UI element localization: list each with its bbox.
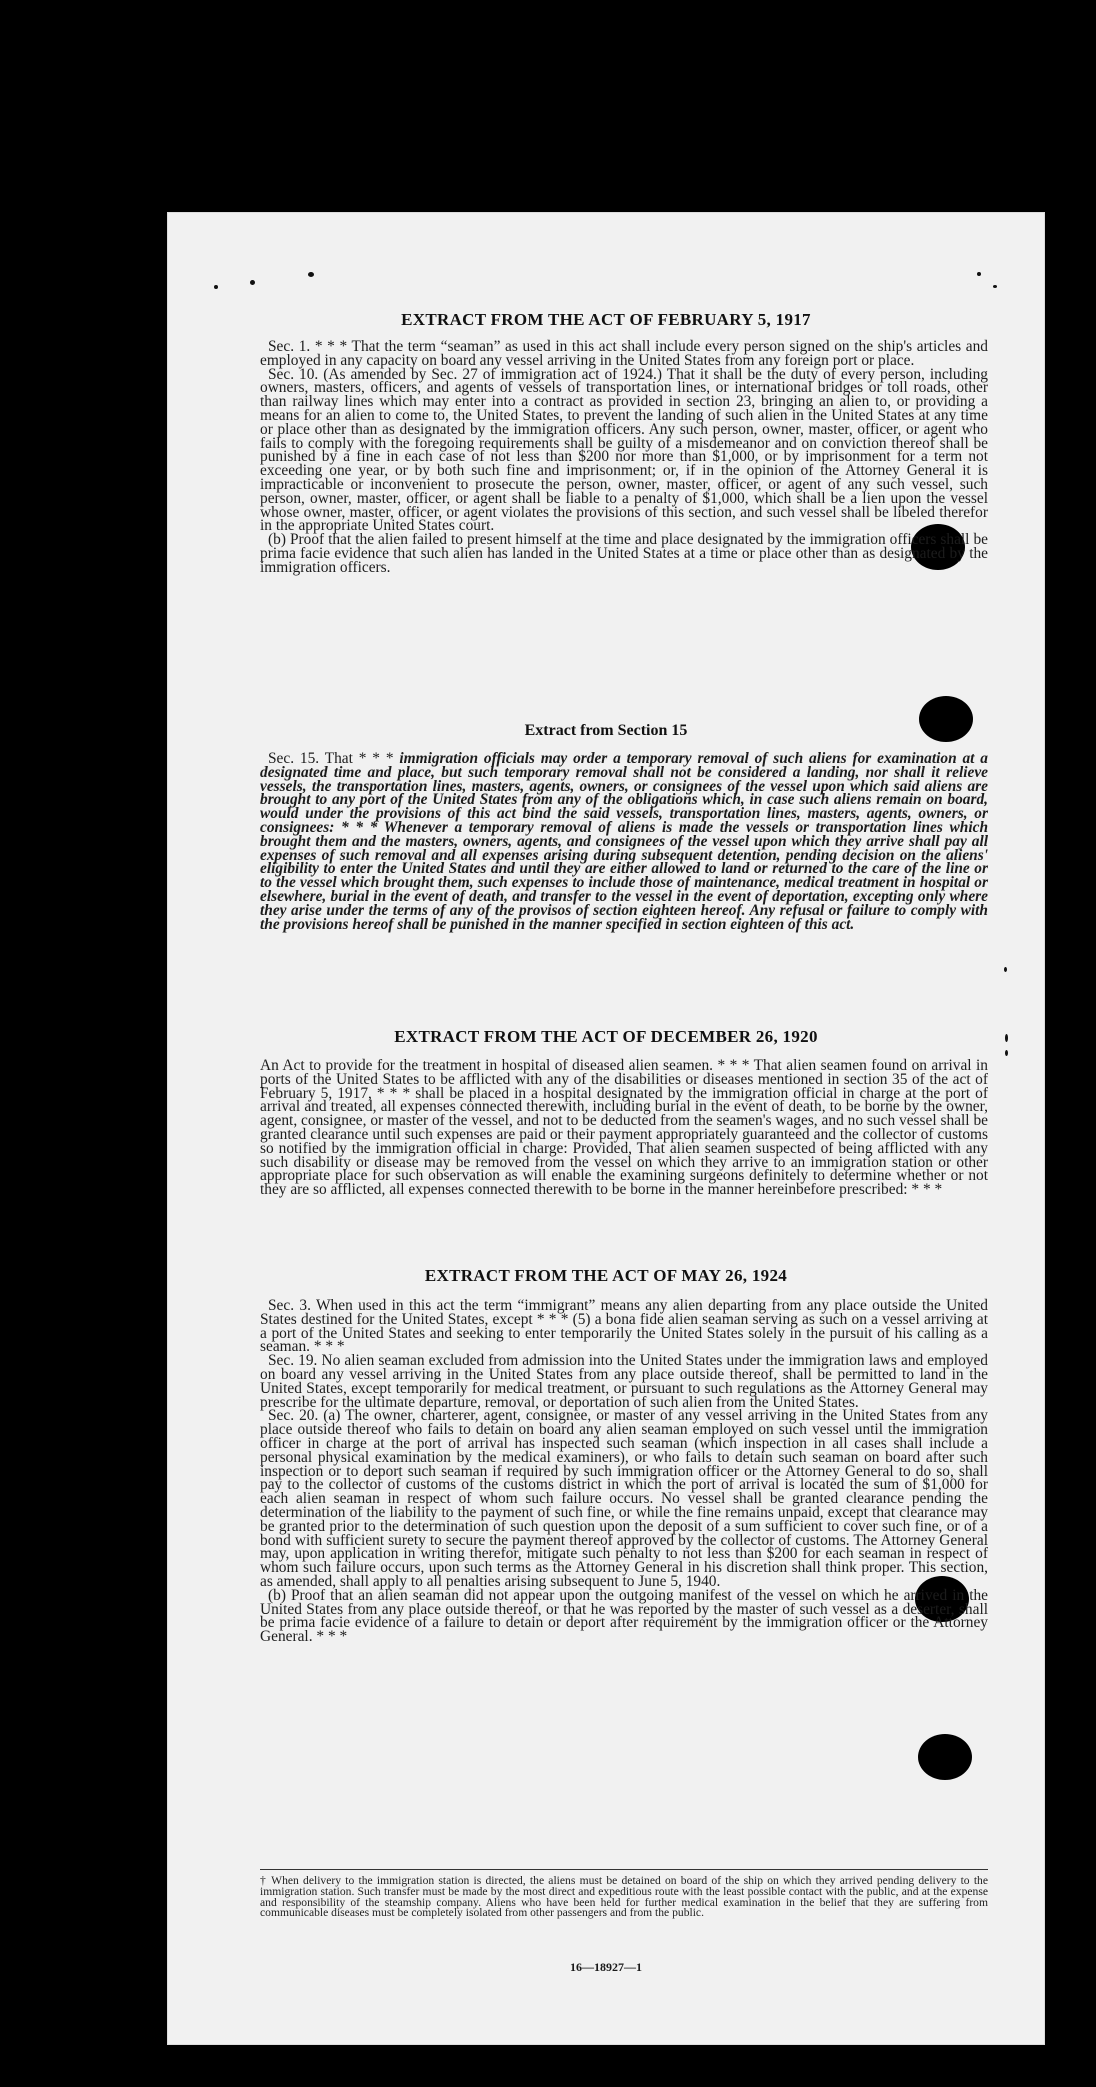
sec-15 bbox=[260, 752, 988, 931]
scan-speck bbox=[214, 285, 218, 289]
scan-speck bbox=[250, 280, 255, 285]
footnote: † When delivery to the immigration station is directed, the aliens must be detained on board of the ship on which they arrived pending delivery to the immigration station. Such transfer must be made by the most direct and expeditious route with the least possible contact with the public, and at the expense and responsibility of the steamship company. Aliens who have been held for further medical examination in the belief that they are suffering from communicable diseases must be completely isolated from other passengers and from the public. bbox=[260, 1874, 988, 1920]
sec-1: Sec. 1. * * * That the term “seaman” as used in this act shall include every person signed on the ship's articles and employed in any capacity on board any vessel arriving in the United States from any foreign port or place. bbox=[260, 338, 988, 369]
section-1917-text bbox=[260, 340, 988, 575]
heading-act-1920: EXTRACT FROM THE ACT OF DECEMBER 26, 1920 bbox=[394, 1027, 818, 1046]
sec-15-lead: Sec. 15. That * * * bbox=[268, 750, 394, 767]
sec-10: Sec. 10. (As amended by Sec. 27 of immigration act of 1924.) That it shall be the duty of every person, including owners, masters, officers, and agents of vessels of transportation lines, or international bridges or toll roads, other than railway lines which may enter into a contract as provided in section 23, bringing an alien to, or providing a means for an alien to come to, the United States, to prevent the landing of such alien in the United States at any time or place other than as designated by the immigration officers. Any such person, owner, master, officer, or agent who fails to comply with the foregoing requirements shall be guilty of a misdemeanor and on conviction thereof shall be punished by a fine in each case of not less than $200 nor more than $1,000, or by imprisonment for a term not exceeding one year, or by both such fine and imprisonment; or, if in the opinion of the Attorney General it is impracticable or inconvenient to prosecute the person, owner, master, officer, or agent of any such vessel, such person, owner, master, officer, or agent shall be liable to a penalty of $1,000, which shall be a lien upon the vessel whose owner, master, officer, or agent violates the provisions of this section, and such vessel shall be libeled therefor in the appropriate United States court. bbox=[260, 365, 988, 535]
scan-speck bbox=[308, 272, 314, 277]
sec-15-body: immigration officials may order a temporary removal of such aliens for examination at a designated time and place, but such temporary removal shall not be considered a landing, nor shall it relieve vessels, the transportation lines, masters, agents, owners, or consignees of the vessel upon which said aliens are brought to any port of the United States from any of the obligations which, in case such aliens remain on board, would under the provisions of this act bind the said vessels, transportation lines, masters, agents, owners, or consignees: * * * Whenever a temporary removal of aliens is made the vessels or transportation lines which brought them and the masters, owners, agents, and consignees of the vessel upon which they arrive shall pay all expenses of such removal and all expenses arising during subsequent detention, pending decision on the aliens' eligibility to enter the United States and until they are either allowed to land or returned to the care of the line or to the vessel which brought them, such expenses to include those of maintenance, medical treatment in hospital or elsewhere, burial in the event of death, and transfer to the vessel in the event of deportation, excepting only where they arise under the terms of any of the provisos of section eighteen hereof. Any refusal or failure to comply with the provisions hereof shall be punished in the manner specified in section eighteen of this act. bbox=[260, 750, 988, 933]
document-page bbox=[167, 212, 1045, 2045]
act-1924-text bbox=[260, 1299, 988, 1644]
sec-20-b: (b) Proof that an alien seaman did not appear upon the outgoing manifest of the vessel on which he arrived in the United States from any place outside thereof, or that he was reported by the master of such vessel as a deserter, shall be prima facie evidence of a failure to detain or deport after requirement by the immigration officer or the Attorney General. * * * bbox=[260, 1586, 988, 1646]
punch-hole bbox=[918, 1734, 972, 1780]
heading-act-1917: EXTRACT FROM THE ACT OF FEBRUARY 5, 1917 bbox=[401, 310, 811, 329]
scan-speck bbox=[1005, 1050, 1008, 1056]
act-1920-body: An Act to provide for the treatment in hospital of diseased alien seamen. * * * That alien seamen found on arrival in ports of the United States to be afflicted with any of the disabilities or diseases mentioned in section 35 of the act of February 5, 1917, * * * shall be placed in a hospital designated by the immigration official in charge at the port of arrival and treated, all expenses connected therewith, including burial in the event of death, to be borne by the owner, agent, consignee, or master of the vessel, and not to be deducted from the seamen's wages, and no such vessel shall be granted clearance until such expenses are paid or their payment appropriately guaranteed and the collector of customs so notified by the immigration official in charge: Provided, That alien seamen suspected of being afflicted with any such disability or disease may be removed from the vessel on which they arrive to an immigration station or other appropriate place for such observation as will enable the examining surgeons definitely to determine whether or not they are so afflicted, all expenses connected therewith to be borne in the manner hereinbefore prescribed: * * * bbox=[260, 1057, 988, 1199]
section-15-text bbox=[260, 752, 988, 931]
heading-act-1924: EXTRACT FROM THE ACT OF MAY 26, 1924 bbox=[424, 1266, 788, 1285]
sec-3: Sec. 3. When used in this act the term “immigrant” means any alien departing from any place outside the United States destined for the United States, except * * * (5) a bona fide alien seaman serving as such on a vessel arriving at a port of the United States and seeking to enter temporarily the United States solely in the pursuit of his calling as a seaman. * * * bbox=[260, 1297, 988, 1356]
form-number: 16—18927—1 bbox=[570, 1960, 642, 1974]
scan-speck bbox=[993, 285, 997, 288]
act-1920-text bbox=[260, 1059, 988, 1197]
scan-speck bbox=[977, 272, 981, 276]
heading-section-15: Extract from Section 15 bbox=[524, 722, 688, 739]
scan-speck bbox=[1004, 967, 1007, 972]
footnote-rule bbox=[260, 1869, 988, 1870]
sec-20: Sec. 20. (a) The owner, charterer, agent, consignee, or master of any vessel arriving in the United States from any place outside thereof who fails to detain on board any alien seaman employed on such vessel until the immigration officer in charge at the port of arrival has inspected such seaman (which inspection in all cases shall include a personal physical examination by the medical examiners), or who fails to detain such seaman on board after such inspection or to deport such seaman if required by such immigration officer or the Attorney General to do so, shall pay to the collector of customs of the customs district in which the port of arrival is located the sum of $1,000 for each alien seaman in respect of whom such failure occurs. No vessel shall be granted clearance pending the determination of the liability to the payment of such fine, or while the fine remains unpaid, except that clearance may be granted prior to the determination of such question upon the deposit of a sum sufficient to cover such fine, or of a bond with sufficient surety to secure the payment thereof approved by the collector of customs. The Attorney General may, upon application in writing therefor, mitigate such penalty to not less than $200 for each seaman in respect of whom such failure occurs, upon such terms as the Attorney General in his discretion shall think proper. This section, as amended, shall apply to all penalties arising subsequent to June 5, 1940. bbox=[260, 1407, 988, 1590]
sec-10-b: (b) Proof that the alien failed to present himself at the time and place designated by the immigration officers shall be prima facie evidence that such alien has landed in the United States at a time or place other than as designated by the immigration officers. bbox=[260, 531, 988, 576]
sec-19: Sec. 19. No alien seaman excluded from admission into the United States under the immigration laws and employed on board any vessel arriving in the United States from any place outside thereof, shall be permitted to land in the United States, except temporarily for medical treatment, or pursuant to such regulations as the Attorney General may prescribe for the ultimate departure, removal, or deportation of such alien from the United States. bbox=[260, 1352, 988, 1411]
